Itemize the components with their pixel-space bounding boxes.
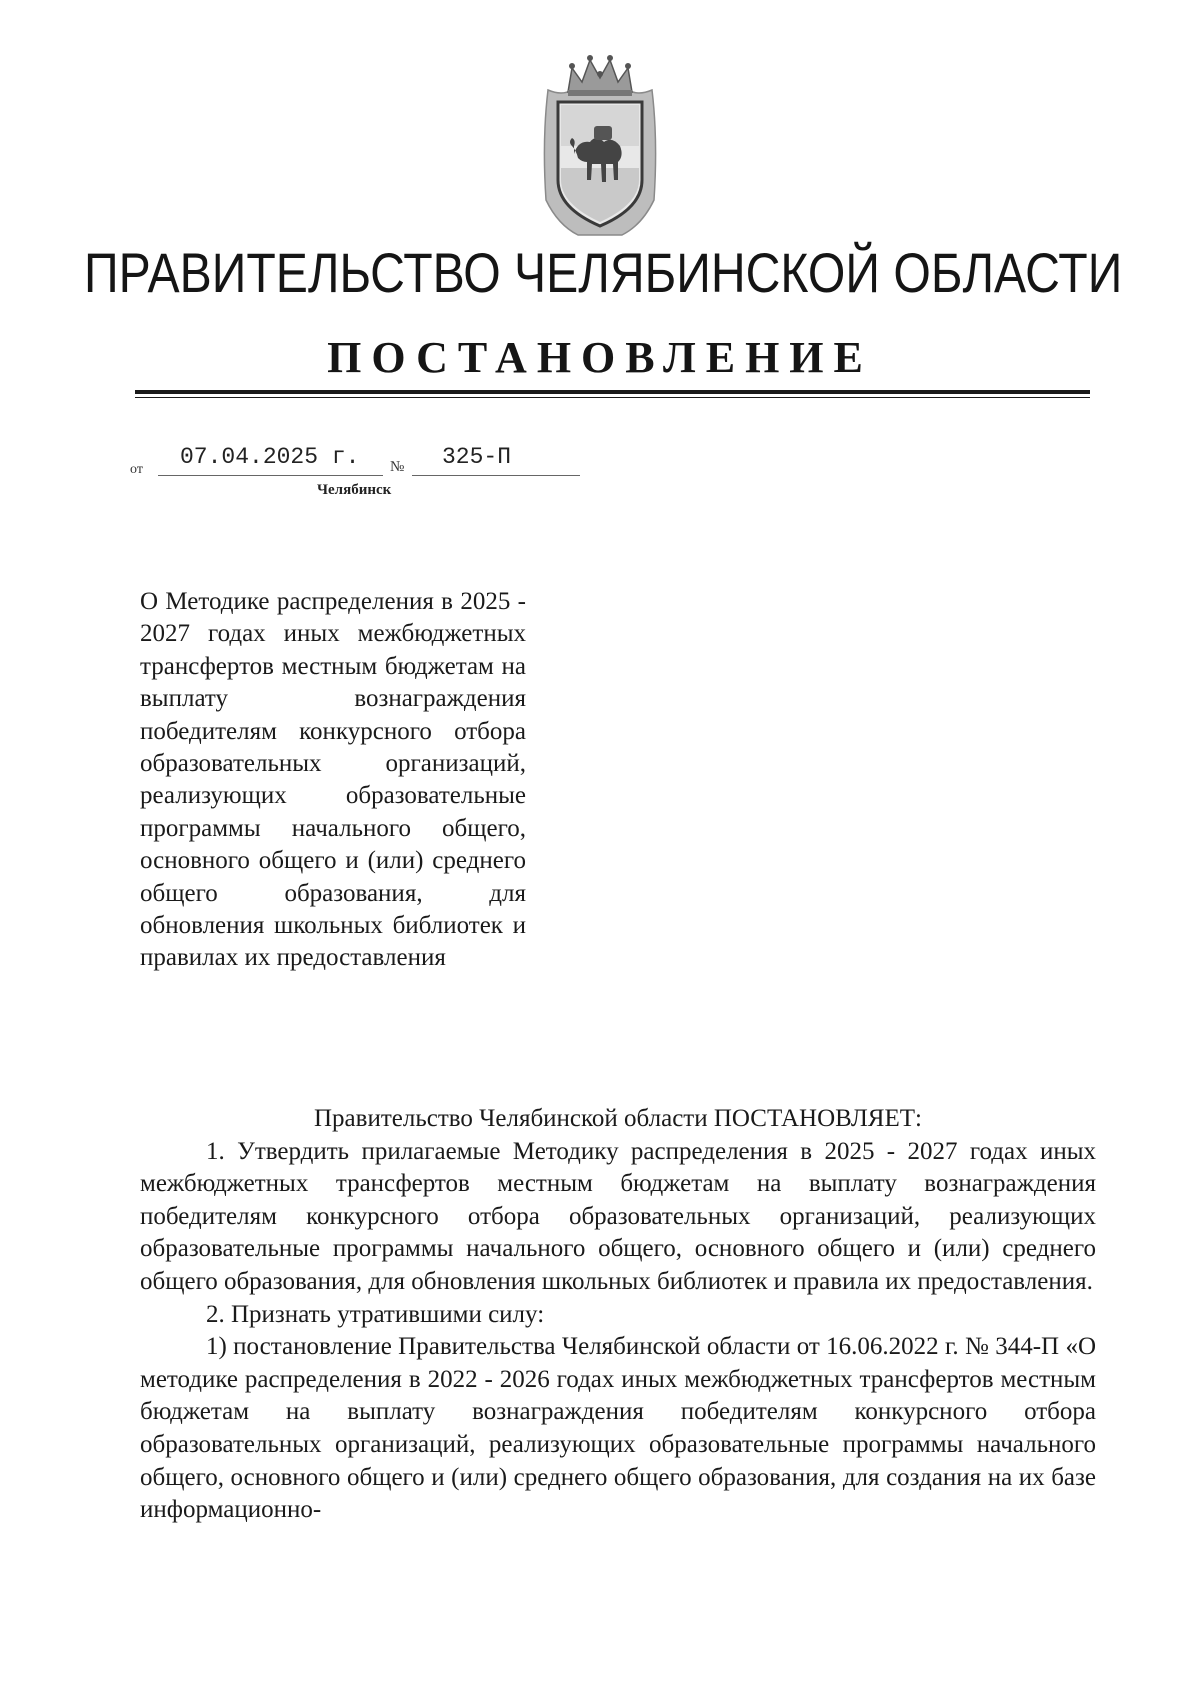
body-item-2-1: 1) постановление Правительства Челябинской области от 16.06.2022 г. № 344-П «О методике распределения в 2022 - 2026 годах иных межбюджетных трансфертов местным бюджетам на выплату вознаграждения победителям конкурсного отбора образовательных организаций, реализующих образовательные программы начального общего, основного общего и (или) среднего общего образования, для создания на их базе информационно-	[140, 1333, 1096, 1524]
header-rule-thin	[135, 397, 1090, 398]
city-name: Челябинск	[317, 482, 392, 498]
header-rule-thick	[135, 390, 1090, 394]
number-sign-label: №	[390, 459, 405, 475]
document-subject: О Методике распределения в 2025 - 2027 годах иных межбюджетных трансфертов местным бюджетам на выплату вознаграждения победителям конкурсного отбора образовательных организаций, реализующих образовательные программы начального общего, основного общего и (или) среднего общего образования, для обновления школьных библиотек и правилах их предоставления	[140, 588, 526, 972]
coat-of-arms-icon	[538, 50, 662, 242]
document-date: 07.04.2025 г.	[180, 444, 360, 470]
body-item-2: 2. Признать утратившими силу:	[206, 1300, 545, 1328]
date-underline	[158, 475, 383, 476]
document-body	[140, 1103, 1096, 1527]
document-number: 325-П	[442, 444, 512, 470]
body-preamble: Правительство Челябинской области ПОСТАНОВЛЯЕТ:	[314, 1105, 922, 1132]
date-prefix-label: от	[130, 462, 143, 477]
number-underline	[412, 475, 580, 476]
government-title: ПРАВИТЕЛЬСТВО ЧЕЛЯБИНСКОЙ ОБЛАСТИ	[84, 241, 1123, 304]
body-item-1: 1. Утвердить прилагаемые Методику распределения в 2025 - 2027 годах иных межбюджетных трансфертов местным бюджетам на выплату вознаграждения победителям конкурсного отбора образовательных организаций, реализующих образовательные программы начального общего, основного общего и (или) среднего общего образования, для обновления школьных библиотек и правила их предоставления.	[140, 1137, 1096, 1295]
document-type-title: ПОСТАНОВЛЕНИЕ	[327, 333, 873, 382]
date-number-row	[130, 442, 590, 482]
